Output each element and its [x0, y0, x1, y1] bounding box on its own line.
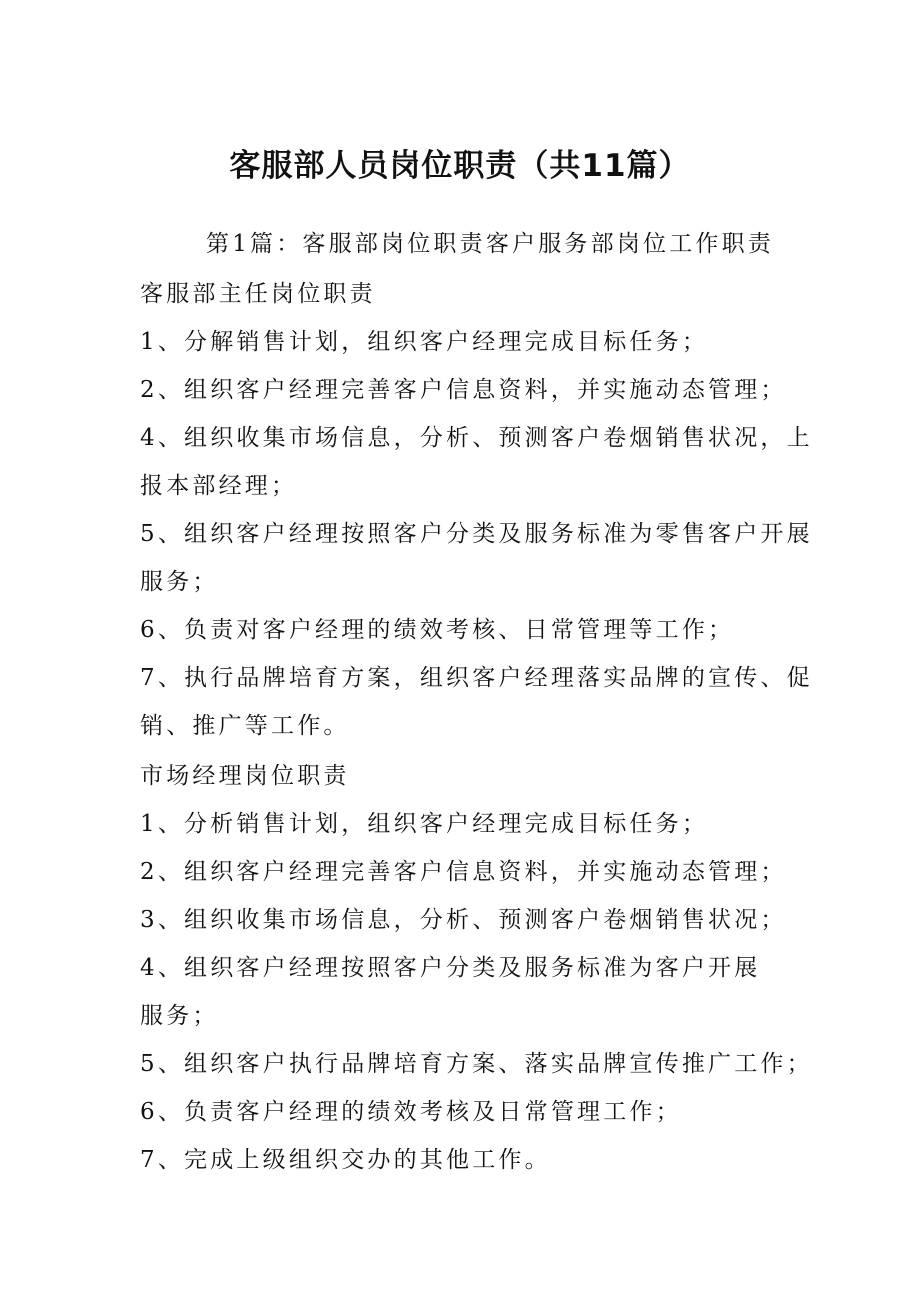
paragraph-line: 7、执行品牌培育方案，组织客户经理落实品牌的宣传、促	[140, 665, 813, 691]
paragraph-line: 销、推广等工作。	[140, 713, 350, 739]
paragraph-line: 5、组织客户经理按照客户分类及服务标准为零售客户开展	[140, 521, 813, 547]
paragraph-line: 5、组织客户执行品牌培育方案、落实品牌宣传推广工作；	[140, 1051, 813, 1077]
paragraph-line: 服务；	[140, 569, 219, 595]
paragraph-line: 3、组织收集市场信息，分析、预测客户卷烟销售状况；	[140, 907, 787, 933]
paragraph-line: 4、组织客户经理按照客户分类及服务标准为客户开展	[140, 955, 761, 981]
paragraph-line: 1、分析销售计划，组织客户经理完成目标任务；	[140, 811, 709, 837]
paragraph-line: 2、组织客户经理完善客户信息资料，并实施动态管理；	[140, 859, 787, 885]
paragraph-line: 服务；	[140, 1003, 219, 1029]
paragraph-line: 6、负责对客户经理的绩效考核、日常管理等工作；	[140, 617, 735, 643]
paragraph-line: 6、负责客户经理的绩效考核及日常管理工作；	[140, 1099, 682, 1125]
document-title: 客服部人员岗位职责（共11篇）	[229, 148, 691, 184]
subsection-heading: 客服部主任岗位职责	[140, 281, 376, 307]
paragraph-line: 7、完成上级组织交办的其他工作。	[140, 1147, 551, 1173]
subsection-heading: 市场经理岗位职责	[140, 763, 350, 789]
paragraph-line: 4、组织收集市场信息，分析、预测客户卷烟销售状况，上	[140, 425, 813, 451]
paragraph-line: 1、分解销售计划，组织客户经理完成目标任务；	[140, 329, 709, 355]
paragraph-line: 2、组织客户经理完善客户信息资料，并实施动态管理；	[140, 377, 787, 403]
section-heading-line: 第1篇：客服部岗位职责客户服务部岗位工作职责	[206, 231, 775, 257]
paragraph-line: 报本部经理；	[140, 473, 298, 499]
